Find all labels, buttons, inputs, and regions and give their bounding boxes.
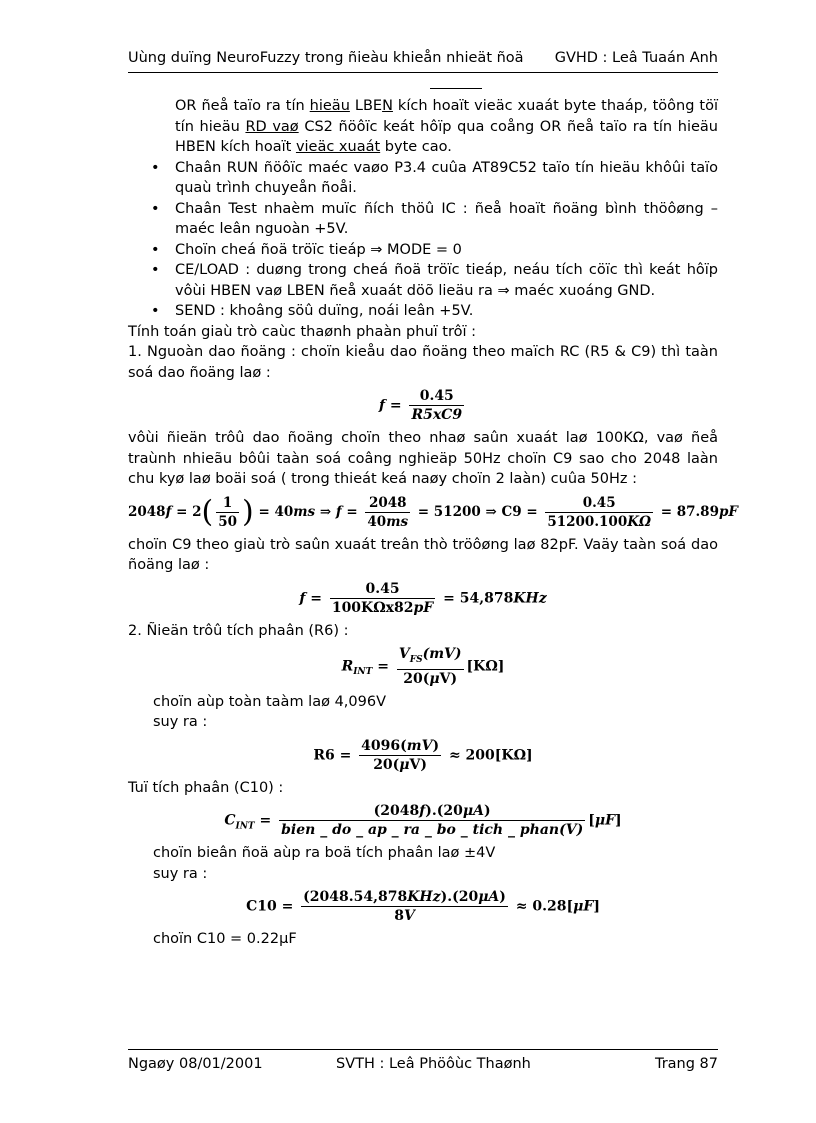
- list-item: • SEND : khoâng söû duïng, noái leân +5V.: [128, 301, 718, 322]
- paragraph: Tuï tích phaân (C10) :: [128, 779, 284, 796]
- paragraph: Tính toán giaù trò caùc thaønh phaàn phuï trôï :: [128, 323, 476, 340]
- formula-f-rc: f = $\frac{0.45}{R5xC9}$: [378, 388, 463, 423]
- formula-rint: $R_{INT}$ = $\frac{V_{FS}(mV)}{20(\mu V)}$ [KΩ]: [341, 646, 505, 687]
- paragraph: vôùi ñieän trôû dao ñoäng choïn theo nhaø saûn xuaát laø 100KΩ, vaø ñeå traùnh nhieãu bôûi taàn soá coâng nghieäp 50Hz choïn C9 sao cho 2048 laàn chu kyø laø boäi soá ( trong thieát keá naøy choïn 2 laàn) cuûa 50Hz :: [128, 430, 718, 487]
- formula-cint: $C_{INT}$ = $\frac{(2048f).(20\mu A)}{\text{bien \_ do \_ ap \_ ra \_ bo \_ tich \_ phan(V)}}$ [μF]: [224, 803, 622, 839]
- list-item: • Choïn cheá ñoä tröïc tieáp ⇒ MODE = 0: [128, 240, 718, 261]
- footer-date: Ngaøy 08/01/2001: [128, 1056, 263, 1072]
- list-item: • Chaân RUN ñöôïc maéc vaøo P3.4 cuûa AT89C52 taïo tín hieäu khôûi taïo quaù trình chuyeån ñoåi.: [128, 158, 718, 199]
- paragraph: choïn C10 = 0.22μF: [153, 931, 297, 948]
- page-header: [128, 46, 718, 73]
- list-item: • CE/LOAD : duøng trong cheá ñoä tröïc tieáp, neáu tích cöïc thì keát hôïp vôùi HBEN vaø LBEN ñeå xuaát döõ lieäu ra ⇒ maéc xuoáng GND.: [128, 260, 718, 301]
- paragraph: 2. Ñieän trôû tích phaân (R6) :: [128, 622, 349, 639]
- page-footer: [128, 1049, 718, 1072]
- footer-page-number: Trang 87: [654, 1056, 718, 1072]
- paragraph: choïn bieân ñoä aùp ra boä tích phaân laø ±4V: [153, 845, 496, 862]
- bullet-list: [128, 158, 718, 322]
- page-body: [128, 96, 739, 950]
- header-title: Uùng duïng NeuroFuzzy trong ñieàu khieån nhieät ñoä: [128, 50, 524, 66]
- footer-student: SVTH : Leâ Phöôùc Thaønh: [336, 1056, 531, 1072]
- formula-f-value: f = $\frac{0.45}{\text{100KΩx82pF}}$ = 54,878KHz: [299, 580, 547, 616]
- paragraph: suy ra :: [153, 714, 208, 731]
- paragraph: choïn C9 theo giaù trò saûn xuaát treân thò tröôøng laø 82pF. Vaäy taàn soá dao ñoäng laø :: [128, 536, 718, 573]
- header-rule-mark: [430, 88, 482, 89]
- header-advisor: GVHD : Leâ Tuaán Anh: [554, 50, 718, 66]
- paragraph: suy ra :: [153, 865, 208, 882]
- paragraph: 1. Nguoàn dao ñoäng : choïn kieåu dao ñoäng theo maïch RC (R5 & C9) thì taàn soá dao ñoäng laø :: [128, 344, 718, 381]
- list-item: • Chaân Test nhaèm muïc ñích thöû IC : ñeå hoaït ñoäng bình thöôøng – maéc leân nguoàn +5V.: [128, 199, 718, 240]
- intro-paragraph: OR ñeå taïo ra tín hieäu LBEN kích hoaït vieäc xuaát byte thaáp, töông töï tín hieäu RD vaø CS2 ñöôïc keát hôïp qua coång OR ñeå taïo ra tín hieäu HBEN kích hoaït vieäc xuaát byte cao.: [175, 98, 718, 155]
- formula-c10: C10 = $\frac{\text{(2048.54,878KHz).(20μA)}}{8V}$ ≈ 0.28[μF]: [246, 889, 600, 925]
- formula-r6: R6 = $\frac{4096(mV)}{20(\mu V)}$ ≈ 200[KΩ]: [313, 737, 533, 773]
- formula-c9: 2048f = 2( $\frac{1}{50}$ ) = 40ms ⇒ f = $\frac{2048}{40ms}$ = 51200 ⇒ C9 = $\frac{0.45}{51200.100K\Omega}$ = 87.89pF: [128, 493, 739, 530]
- paragraph: choïn aùp toàn taàm laø 4,096V: [153, 693, 387, 710]
